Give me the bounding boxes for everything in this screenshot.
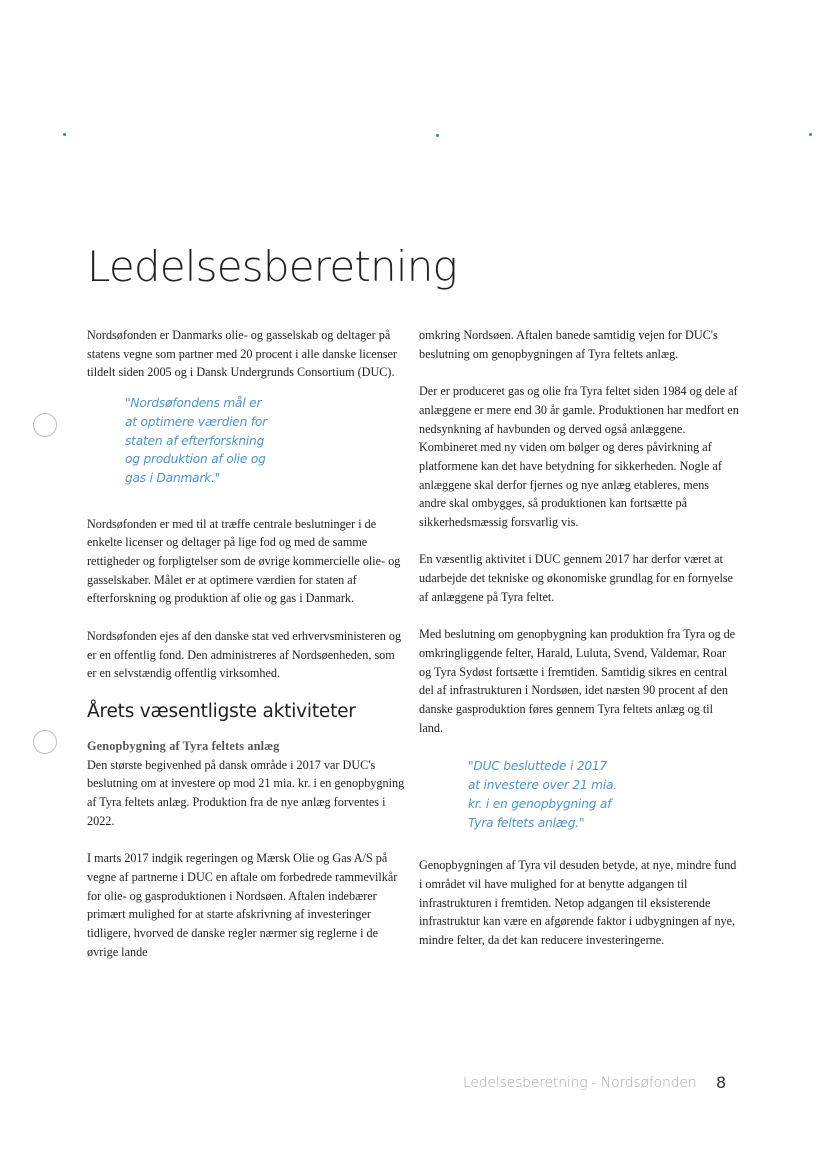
page-footer: Ledelsesberetning - Nordsøfonden — [463, 1075, 697, 1091]
page-title: Ledelsesberetning — [87, 242, 457, 291]
page-number: 8 — [716, 1073, 727, 1092]
paragraph: Nordsøfonden er Danmarks olie- og gasselskab og deltager på statens vegne som partner med 20 procent i alle danske licenser tildelt siden 2005 og i Dansk Undergrunds Consortium (DUC). — [87, 328, 397, 380]
paragraph: Den største begivenhed på dansk område i 2017 var DUC's beslutning om at investere op mod 21 mia. kr. i en genopbygning af Tyra feltets anlæg. Produktion fra de nye anlæg forventes i 2022. — [87, 757, 405, 828]
paragraph: omkring Nordsøen. Aftalen banede samtidig vejen for DUC's beslutning om genopbygningen af Tyra feltets anlæg. — [419, 328, 718, 361]
paragraph: Genopbygningen af Tyra vil desuden betyde, at nye, mindre fund i området vil have mulighed for at benytte adgangen til infrastrukturen i fremtiden. Netop adgangen til eksisterende infrastruktur kan være en afgørende faktor i udbygningen af nye, mindre felter, da det kan reducere investeringerne. — [419, 858, 737, 948]
registration-dot-center — [436, 134, 439, 137]
binder-hole-top — [33, 413, 57, 437]
paragraph: Med beslutning om genopbygning kan produktion fra Tyra og de omkringliggende felter, Harald, Luluta, Svend, Valdemar, Roar og Tyra Sydøst fortsætte i fremtiden. Samtidig sikres en central del af infrastrukturen i Nordsøen, idet næsten 90 procent af den danske gasproduktion føres gennem Tyra feltets anlæg og til land. — [419, 627, 736, 735]
pull-quote: "DUC besluttede i 2017 at investere over 21 mia. kr. i en genopbygning af Tyra feltets anlæg." — [468, 759, 617, 830]
sub-heading: Genopbygning af Tyra feltets anlæg — [87, 738, 280, 753]
registration-dot-left — [63, 133, 66, 136]
section-heading: Årets væsentligste aktiviteter — [87, 700, 356, 722]
binder-hole-bottom — [33, 730, 57, 754]
left-column — [87, 326, 405, 961]
paragraph: Nordsøfonden er med til at træffe centrale beslutninger i de enkelte licenser og deltager på lige fod og med de samme rettigheder og forpligtelser som de øvrige kommercielle olie- og gasselskaber. Målet er at optimere værdien for staten af efterforskning og produktion af olie og gas i Danmark. — [87, 516, 401, 606]
paragraph: En væsentlig aktivitet i DUC gennem 2017 har derfor været at udarbejde det tekniske og økonomiske grundlag for en fornyelse af anlæggene på Tyra feltet. — [419, 552, 734, 604]
right-column — [419, 326, 739, 950]
pull-quote: "Nordsøfondens mål er at optimere værdien for staten af efterforskning og produktion af olie og gas i Danmark." — [125, 396, 267, 485]
paragraph: Nordsøfonden ejes af den danske stat ved erhvervsministeren og er en offentlig fond. Den administreres af Nordsøenheden, som er en selvstændig offentlig virksomhed. — [87, 628, 402, 681]
registration-dot-right — [809, 133, 812, 136]
paragraph: I marts 2017 indgik regeringen og Mærsk Olie og Gas A/S på vegne af partnerne i DUC en aftale om forbedrede rammevilkår for olie- og gasproduktionen i Nordsøen. Aftalen indebærer primært mulighed for at starte afskrivning af investeringer tidligere, hvorved de danske regler nærmer sig reglerne i de øvrige lande — [87, 851, 398, 959]
paragraph: Der er produceret gas og olie fra Tyra feltet siden 1984 og dele af anlæggene er mere end 30 år gamle. Produktionen har medfort en nedsynkning af havbunden og derved også anlæggene. Kombineret med ny viden om bølger og deres påvirkning af platformene kan det have betydning for sikkerheden. Nogle af anlæggene skal derfor fjernes og nye anlæg etableres, mens andre skal ombygges, så produktionen kan fortsætte på sikkerhedsmæssig forsvarlig vis. — [419, 384, 739, 530]
